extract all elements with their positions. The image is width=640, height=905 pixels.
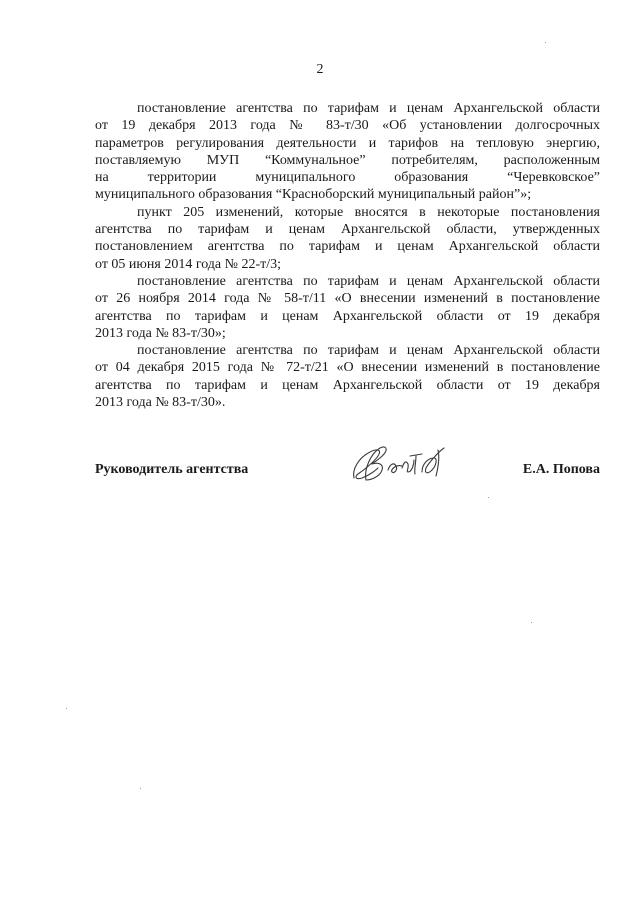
text-line: параметров регулирования деятельности и тарифов на тепловую энергию,	[95, 135, 600, 151]
text-line: агентства по тарифам и ценам Архангельской области от 19 декабря	[95, 377, 600, 393]
text-line: поставляемую МУП “Коммунальное” потребителям, расположенным	[95, 152, 600, 168]
text-line: от 26 ноября 2014 года № 58-т/11 «О внесении изменений в постановление	[95, 291, 600, 307]
scan-speck	[488, 497, 489, 498]
signer-name: Е.А. Попова	[522, 462, 600, 477]
text-line: постановление агентства по тарифам и ценам Архангельской области	[137, 101, 600, 116]
page-number: 2	[316, 62, 324, 77]
paragraph-item-205	[95, 204, 600, 273]
text-line: агентства по тарифам и ценам Архангельской области, утвержденных	[95, 222, 600, 238]
text-line: от 04 декабря 2015 года № 72-т/21 «О внесении изменений в постановление	[95, 360, 600, 376]
text-line: 2013 года № 83-т/30»;	[95, 325, 226, 341]
text-line: на территории муниципального образования “Черевковское”	[95, 170, 600, 186]
signer-title: Руководитель агентства	[95, 462, 249, 477]
handwritten-signature	[348, 440, 458, 490]
scan-speck	[545, 42, 546, 43]
text-line: пункт 205 изменений, которые вносятся в некоторые постановления	[137, 204, 600, 220]
scan-speck	[66, 708, 67, 709]
paragraph-resolution-83	[95, 100, 600, 204]
text-line: агентства по тарифам и ценам Архангельской области от 19 декабря	[95, 308, 600, 324]
text-line: от 05 июня 2014 года № 22-т/3;	[95, 256, 282, 272]
scan-speck	[531, 622, 532, 623]
text-line: муниципального образования “Красноборский муниципальный район”»;	[95, 187, 532, 203]
paragraph-resolution-58	[95, 273, 600, 342]
paragraph-resolution-72	[95, 342, 600, 411]
text-line: от 19 декабря 2013 года № 83-т/30 «Об установлении долгосрочных	[95, 118, 600, 134]
scan-speck	[140, 788, 141, 789]
text-line: 2013 года № 83-т/30».	[95, 395, 226, 411]
document-body	[95, 100, 600, 411]
text-line: постановлением агентства по тарифам и ценам Архангельской области	[95, 239, 600, 255]
text-line: постановление агентства по тарифам и ценам Архангельской области	[137, 343, 600, 359]
text-line: постановление агентства по тарифам и ценам Архангельской области	[137, 273, 600, 289]
